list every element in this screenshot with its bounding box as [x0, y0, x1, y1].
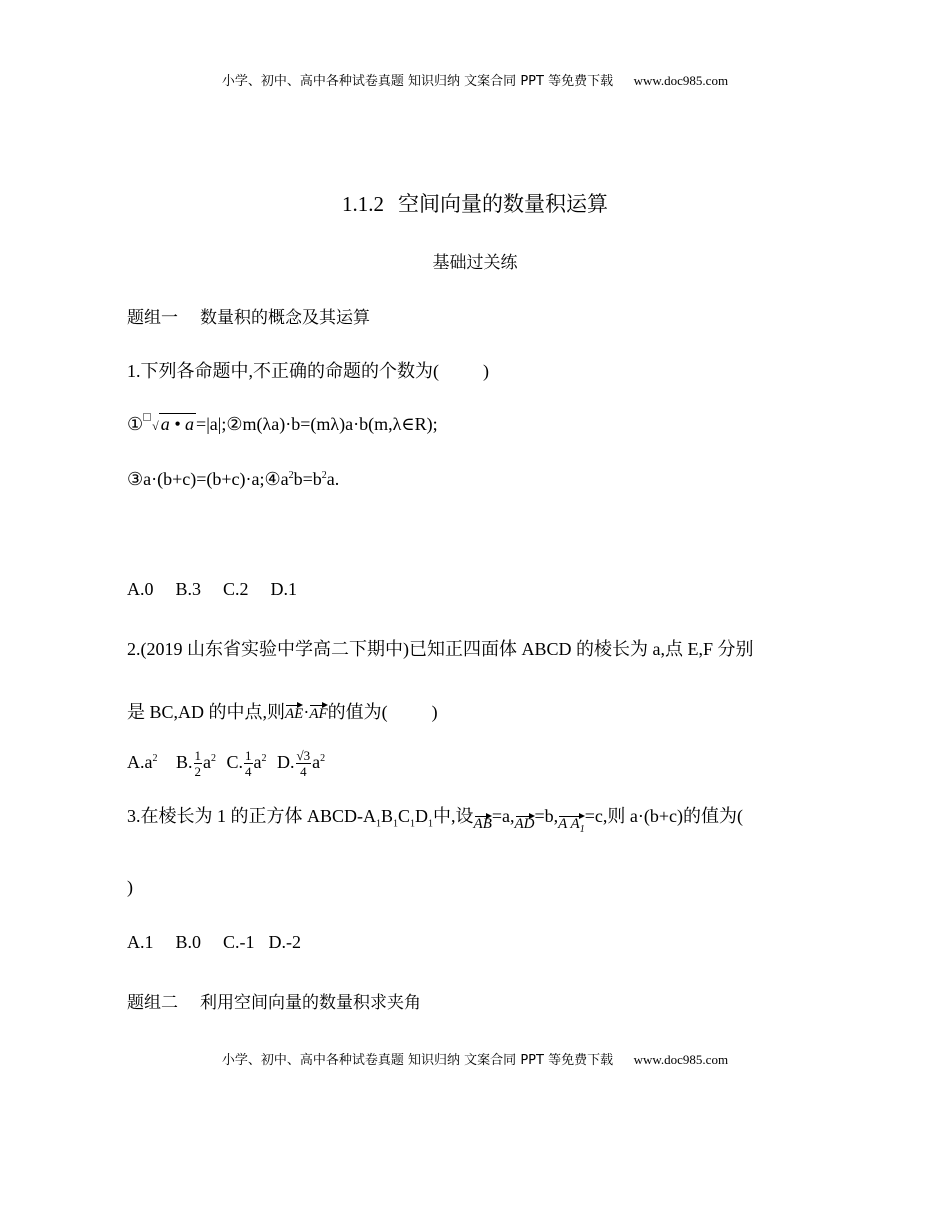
- group2-label: 题组二: [127, 993, 178, 1013]
- q1-sup2: 2: [321, 470, 327, 481]
- q2-close: ): [431, 702, 438, 722]
- q2-line2-pre: 是 BC,AD 的中点,则: [127, 702, 286, 722]
- q3-tail: =c,则 a·(b+c)的值为(: [584, 806, 743, 826]
- title-number: 1.1.2: [342, 192, 384, 216]
- vector-af: AF: [309, 702, 327, 723]
- q2-source-f: 学: [295, 639, 313, 660]
- q2-dot: ·: [303, 702, 310, 722]
- q2-line2: [127, 698, 438, 724]
- q2-options: [127, 748, 325, 779]
- q2-line2-post: 的值为(: [327, 702, 388, 722]
- group2-text: 利用空间向量的数量积求夹角: [200, 993, 421, 1013]
- q1-option-b[interactable]: B.3: [175, 579, 202, 599]
- vector-ae: AE: [285, 702, 303, 723]
- q3-option-a[interactable]: A.1: [127, 932, 154, 952]
- vector-aa1: A $A_1$: [558, 816, 585, 835]
- header-site[interactable]: www.doc985.com: [633, 73, 729, 88]
- q1-option-a[interactable]: A.0: [127, 579, 154, 599]
- q2-line1: [127, 635, 754, 661]
- q1-options: [127, 579, 297, 600]
- page-title: [0, 188, 950, 218]
- q1-line2-mid: b=b: [293, 469, 322, 489]
- q2-line1-rest: 高二下期中)已知正四面体 ABCD 的棱长为 a,点 E,F 分别: [313, 639, 754, 659]
- page-header: [0, 70, 950, 89]
- q2-option-c[interactable]: C. $\frac{1}{4}$ $a^2$: [226, 748, 267, 779]
- q1-option-c[interactable]: C.2: [223, 579, 249, 599]
- q1-circle1: ①: [127, 414, 144, 434]
- q1-line2-pre: ③a·(b+c)=(b+c)·a;④a: [127, 469, 289, 489]
- q1-stem-text: 1.下列各命题中,不正确的命题的个数为(: [127, 361, 439, 381]
- footer-text: 小学、初中、高中各种试卷真题 知识归纳 文案合同 PPT 等免费下载: [221, 1053, 614, 1068]
- q2-option-a[interactable]: $A.a^2$: [127, 751, 158, 772]
- q1-stem-close: ): [483, 361, 489, 381]
- q3-p5: 中,设: [433, 806, 474, 826]
- section-subtitle: 基础过关练: [432, 253, 518, 273]
- q3-option-d[interactable]: D.-2: [268, 932, 302, 952]
- radicand: a • a: [160, 414, 195, 434]
- group1-text: 数量积的概念及其运算: [200, 308, 370, 328]
- q1-line2: [127, 469, 339, 490]
- q3-option-c[interactable]: C.-1: [223, 932, 255, 952]
- q3-close: ): [127, 877, 133, 897]
- q3-line1: 3.在棱长为 1 的正方体 ABCD-$A_1B_1C_1D_1$中,设AB=a,AD=b,A $A_1=c$,则 a·(b+c)的值为(: [127, 806, 743, 835]
- q2-source-a: 2.(2019 山: [127, 639, 205, 659]
- title-text: 空间向量的数量积运算: [398, 192, 608, 216]
- q2-source-c: 省: [223, 639, 241, 659]
- q3-p1: 3.在棱长为 1 的正方体 ABCD-A: [127, 806, 377, 826]
- sqrt-a-dot-a: [152, 414, 196, 435]
- q3-option-b[interactable]: B.0: [175, 932, 202, 952]
- header-text: 小学、初中、高中各种试卷真题 知识归纳 文案合同 PPT 等免费下载: [221, 74, 614, 89]
- q1-line1-rest: =|a|;②m(λa)·b=(mλ)a·b(m,λ∈R);: [196, 414, 438, 434]
- page-footer: [0, 1049, 950, 1068]
- q1-line1: [127, 413, 438, 435]
- footer-site[interactable]: www.doc985.com: [633, 1052, 729, 1067]
- q2-source-b: 东: [205, 639, 223, 660]
- vector-ab: AB: [473, 816, 492, 832]
- fraction-half: $\frac{1}{2}$: [194, 748, 202, 779]
- fraction-quarter: $\frac{1}{4}$: [245, 748, 252, 779]
- q1-sup1: 2: [288, 470, 294, 481]
- fraction-sqrt3-quarter: $\frac{√3}{4}$: [296, 748, 311, 779]
- q1-stem: [127, 357, 489, 383]
- vector-ad: AD: [514, 816, 535, 832]
- group1-heading: [127, 303, 370, 328]
- q2-option-d[interactable]: D. $\frac{√3}{4}$ $a^2$: [277, 748, 326, 779]
- radical-sign: √: [152, 419, 159, 433]
- group2-heading: [127, 988, 421, 1013]
- q1-line2-post: a.: [326, 469, 340, 489]
- q1-option-d[interactable]: D.1: [270, 579, 298, 599]
- q2-source-e: 中: [277, 639, 295, 659]
- q3-options: [127, 932, 301, 953]
- group1-label: 题组一: [127, 308, 178, 328]
- q2-option-b[interactable]: B. $\frac{1}{2}$ $a^2$: [176, 748, 217, 779]
- placeholder-box-icon: [143, 413, 151, 421]
- q2-source-d: 实验: [241, 639, 277, 660]
